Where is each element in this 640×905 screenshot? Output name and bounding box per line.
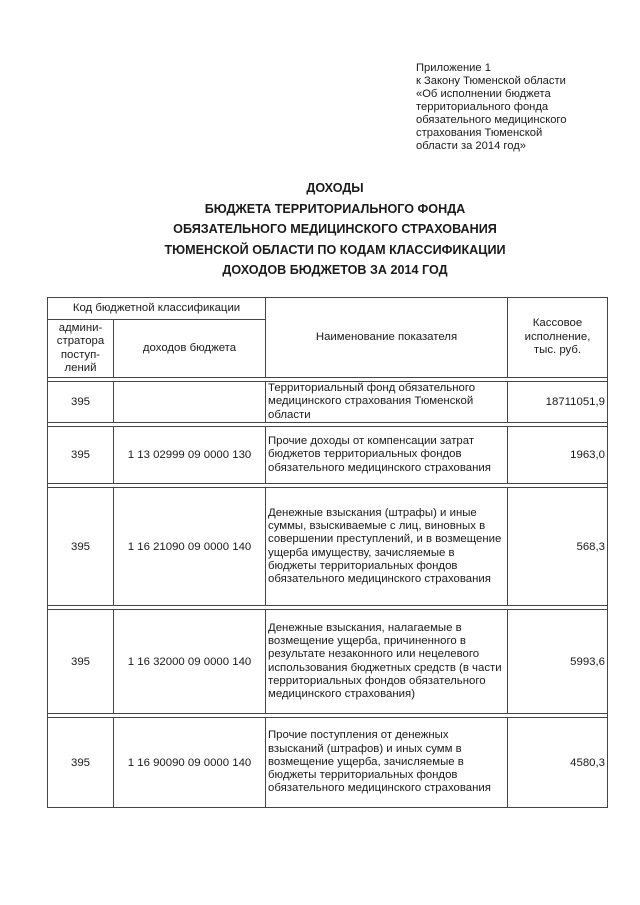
- indicator-name: Территориальный фонд обязательного медицинского страхования Тюменской области: [266, 382, 508, 423]
- income-code: 1 16 90090 09 0000 140: [114, 718, 266, 808]
- table-row: [48, 718, 608, 808]
- income-code: 1 13 02999 09 0000 130: [114, 427, 266, 484]
- cash-value: 4580,3: [508, 718, 608, 808]
- header-administrator: админи- стратора поступ- лений: [48, 320, 114, 378]
- header-cash-execution: Кассовое исполнение, тыс. руб.: [508, 298, 608, 378]
- indicator-name: Прочие доходы от компенсации затрат бюджетов территориальных фондов обязательного медицинского страхования: [266, 427, 508, 484]
- header-indicator-name: Наименование показателя: [266, 298, 508, 378]
- income-code: 1 16 32000 09 0000 140: [114, 610, 266, 714]
- appendix-line: «Об исполнении бюджета: [416, 88, 551, 100]
- appendix-line: Приложение 1: [416, 62, 491, 74]
- appendix-note: [416, 62, 626, 153]
- header-budget-income: доходов бюджета: [114, 320, 266, 378]
- header-classification-group: Код бюджетной классификации: [48, 298, 266, 320]
- appendix-line: области за 2014 год»: [416, 140, 526, 152]
- appendix-line: страхования Тюменской: [416, 127, 543, 139]
- admin-code: 395: [48, 718, 114, 808]
- indicator-name: Прочие поступления от денежных взысканий (штрафов) и иных сумм в возмещение ущерба, зачисляемые в бюджеты территориальных фондов обязательного медицинского страхования: [266, 718, 508, 808]
- title-line: БЮДЖЕТА ТЕРРИТОРИАЛЬНОГО ФОНДА: [204, 201, 466, 216]
- title-line: ДОХОДЫ: [306, 181, 364, 195]
- title-line: ТЮМЕНСКОЙ ОБЛАСТИ ПО КОДАМ КЛАССИФИКАЦИИ: [164, 242, 506, 257]
- cash-value: 1963,0: [508, 427, 608, 484]
- document-title: [120, 178, 550, 281]
- appendix-line: к Закону Тюменской области: [416, 75, 566, 87]
- income-code: 1 16 21090 09 0000 140: [114, 488, 266, 606]
- table-row: [48, 382, 608, 423]
- appendix-line: обязательного медицинского: [416, 114, 567, 126]
- indicator-name: Денежные взыскания (штрафы) и иные суммы, взыскиваемые с лиц, виновных в совершении преступлений, и в возмещение ущерба имуществу, зачисляемые в бюджеты территориальных фондов обязательного медицинского страхования: [266, 488, 508, 606]
- appendix-line: территориального фонда: [416, 101, 549, 113]
- income-code: [114, 382, 266, 423]
- admin-code: 395: [48, 488, 114, 606]
- table-row: [48, 427, 608, 484]
- cash-value: 568,3: [508, 488, 608, 606]
- title-line: ОБЯЗАТЕЛЬНОГО МЕДИЦИНСКОГО СТРАХОВАНИЯ: [173, 222, 497, 237]
- table-row: [48, 610, 608, 714]
- cash-value: 18711051,9: [508, 382, 608, 423]
- table-row: [48, 488, 608, 606]
- title-line: ДОХОДОВ БЮДЖЕТОВ ЗА 2014 ГОД: [222, 263, 448, 278]
- admin-code: 395: [48, 427, 114, 484]
- admin-code: 395: [48, 610, 114, 714]
- admin-code: 395: [48, 382, 114, 423]
- cash-value: 5993,6: [508, 610, 608, 714]
- indicator-name: Денежные взыскания, налагаемые в возмещение ущерба, причиненного в результате незаконного или нецелевого использования бюджетных средств (в части территориальных фондов обязательного медицинского страхования): [266, 610, 508, 714]
- income-table: [47, 297, 608, 808]
